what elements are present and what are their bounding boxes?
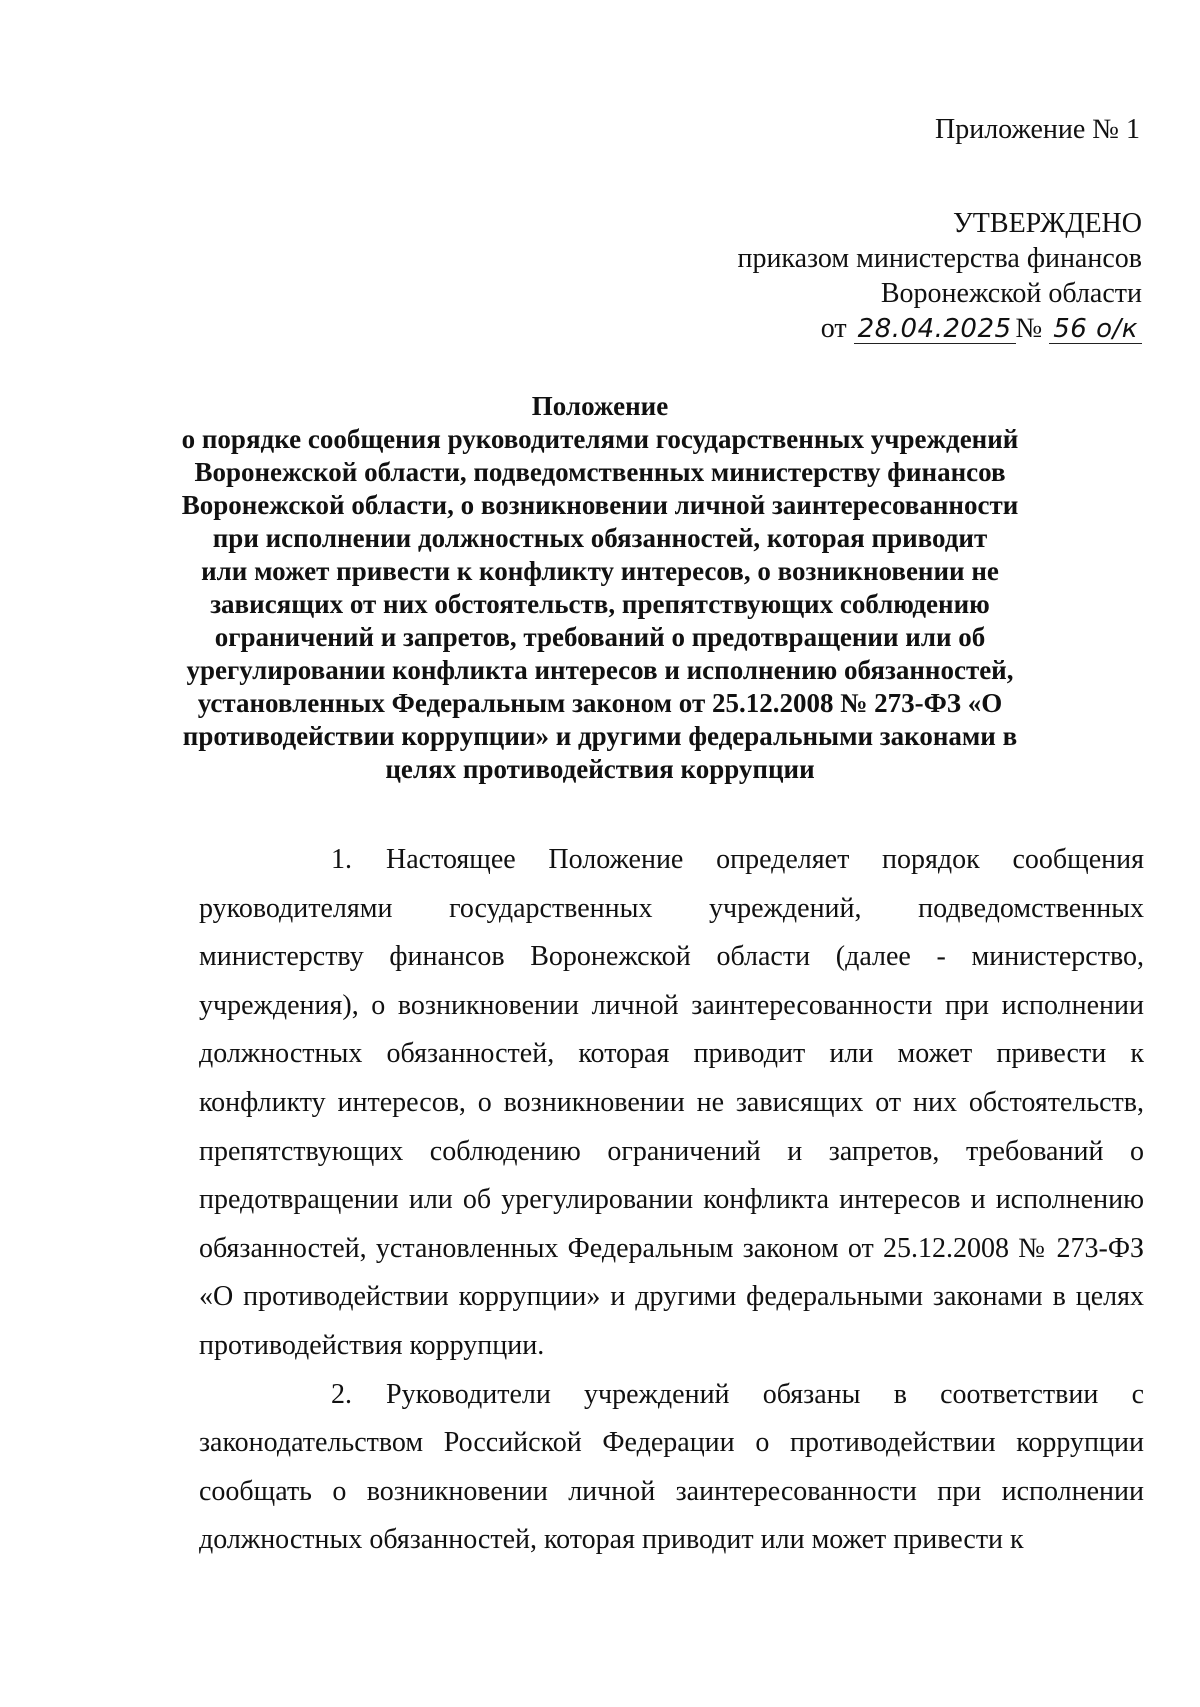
title-line: противодействии коррупции» и другими федеральными законами в (182, 721, 1018, 751)
paragraph-text: Настоящее Положение определяет порядок сообщения руководителями государственных учреждений, подведомственных министерству финансов Воронежской области (далее - министерство, учреждения), о возникновении личной заинтересованности при исполнении должностных обязанностей, которая приводит или может привести к конфликту интересов, о возникновении не зависящих от них обстоятельств, препятствующих соблюдению ограничений и запретов, требований о предотвращении или об урегулировании конфликта интересов и исполнению обязанностей, установленных Федеральным законом от 25.12.2008 № 273-ФЗ «О противодействии коррупции» и другими федеральными законами в целях противодействия коррупции. (199, 844, 1144, 1361)
document-title (150, 390, 1050, 786)
approved-label: УТВЕРЖДЕНО (952, 208, 1142, 239)
paragraph-number: 2. (331, 1378, 352, 1410)
paragraph-2 (199, 1371, 1144, 1565)
from-label: от (820, 313, 847, 344)
title-line: при исполнении должностных обязанностей, которая приводит (212, 523, 988, 553)
title-line: ограничений и запретов, требований о предотвращении или об (214, 622, 986, 652)
number-label: № (1015, 313, 1043, 344)
title-line: зависящих от них обстоятельств, препятствующих соблюдению (210, 589, 990, 619)
region-line: Воронежской области (880, 278, 1142, 309)
appendix-label: Приложение № 1 (935, 114, 1140, 145)
title-line: установленных Федеральным законом от 25.12.2008 № 273-ФЗ «О (197, 688, 1003, 718)
title-heading: Положение (531, 391, 669, 421)
title-line: Воронежской области, подведомственных министерству финансов (194, 457, 1006, 487)
approval-block (737, 206, 1142, 346)
paragraph-text: Руководители учреждений обязаны в соответствии с законодательством Российской Федерации о противодействии коррупции сообщать о возникновении личной заинтересованности при исполнении должностных обязанностей, которая приводит или может привести к (199, 1378, 1144, 1556)
order-line: приказом министерства финансов (737, 243, 1142, 274)
title-line: или может привести к конфликту интересов, о возникновении не (201, 556, 999, 586)
title-line: урегулировании конфликта интересов и исполнению обязанностей, (186, 655, 1014, 685)
handwritten-date: 28.04.2025 (854, 315, 1016, 344)
order-date-line (737, 311, 1142, 346)
title-line: о порядке сообщения руководителями государственных учреждений (181, 424, 1019, 454)
paragraph-1 (199, 836, 1144, 1371)
title-line: целях противодействия коррупции (385, 754, 815, 784)
handwritten-number: 56 о/к (1049, 315, 1142, 344)
title-line: Воронежской области, о возникновении личной заинтересованности (181, 490, 1019, 520)
document-body (199, 836, 1144, 1565)
paragraph-number: 1. (331, 844, 352, 875)
